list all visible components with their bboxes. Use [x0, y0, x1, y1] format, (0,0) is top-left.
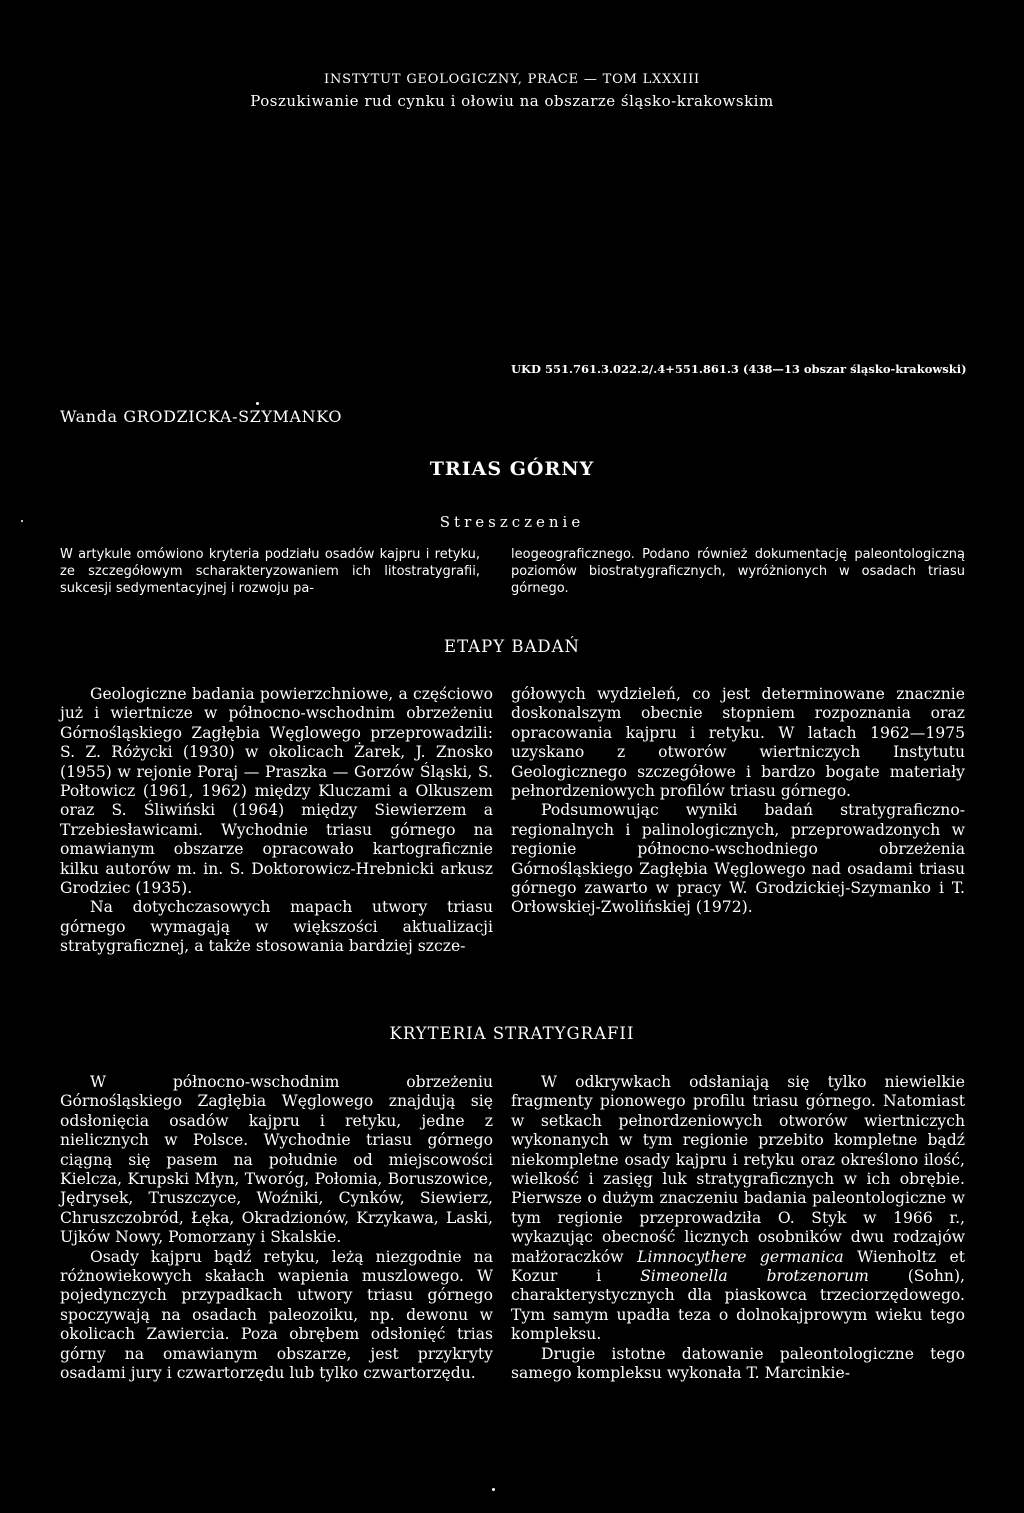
paragraph: Na dotychczasowych mapach utwory triasu górnego wymagają w większości aktualizacji stratygraficznej, a także stosowania bardziej szcze-	[60, 898, 493, 956]
text-run: W odkrywkach odsłaniają się tylko niewielkie fragmenty pionowego profilu triasu górnego. Natomiast w setkach pełnordzeniowych otworów wiertniczych wykonanych w tym regionie przebito kompletne bądź niekompletne osady kajpru i retyku oraz określono ilość, wielkość i zasięg luk stratygraficznych w ich obrębie. Pierwsze o dużym znaczeniu badania paleontologiczne w tym regionie przeprowadziła O. Styk w 1966 r., wykazując obecność licznych osobników dwu rodzajów małżoraczków	[511, 1073, 965, 1266]
kryteria-right-column	[511, 1073, 965, 1384]
author-name: Wanda GRODZICKA-SZYMANKO	[60, 407, 343, 426]
abstract-label: Streszczenie	[439, 513, 585, 531]
article-title: TRIAS GÓRNY	[429, 458, 595, 480]
udk-classification: UKD 551.761.3.022.2/.4+551.861.3 (438—13 obszar śląsko-krakowski)	[511, 362, 967, 376]
print-speck	[492, 1488, 495, 1491]
paragraph: Podsumowując wyniki badań stratygraficzno-regionalnych i palinologicznych, przeprowadzonych w regionie północno-wschodniego obrzeżenia Górnośląskiego Zagłębia Węglowego nad osadami triasu górnego zawarto w pracy W. Grodzickiej-Szymanko i T. Orłowskiej-Zwolińskiej (1972).	[511, 801, 965, 917]
section-heading-etapy: ETAPY BADAŃ	[444, 637, 580, 656]
text-run: (Sohn), charakterystycznych dla piaskowca trzeciorzędowego. Tym samym upadła teza o dolnokajprowym wieku tego kompleksu.	[511, 1267, 965, 1344]
running-header-series: INSTYTUT GEOLOGICZNY, PRACE — TOM LXXXIII	[324, 72, 700, 87]
etapy-left-column	[60, 685, 493, 957]
section-heading-kryteria: KRYTERIA STRATYGRAFII	[389, 1024, 635, 1043]
abstract-right-column: leogeograficznego. Podano również dokumentację paleontologiczną poziomów biostratygraficznych, wyróżnionych w osadach triasu górnego.	[511, 547, 965, 596]
paragraph: Osady kajpru bądź retyku, leżą niezgodnie na różnowiekowych skałach wapienia muszlowego. W pojedynczych przypadkach utwory triasu górnego spoczywają na osadach paleozoiku, np. dewonu w okolicach Zawiercia. Poza obrębem odsłonięć trias górny na omawianym obszarze, jest przykryty osadami jury i czwartorzędu lub tylko czwartorzędu.	[60, 1247, 493, 1383]
paragraph: Drugie istotne datowanie paleontologiczne tego samego kompleksu wykonała T. Marcinkie-	[511, 1344, 965, 1383]
running-header-volume-title: Poszukiwanie rud cynku i ołowiu na obszarze śląsko-krakowskim	[250, 92, 774, 110]
kryteria-left-column	[60, 1073, 493, 1384]
print-speck	[256, 402, 259, 405]
taxon-name: Limnocythere germanica	[637, 1247, 844, 1266]
paragraph: W północno-wschodnim obrzeżeniu Górnośląskiego Zagłębia Węglowego znajdują się odsłonięcia osadów kajpru i retyku, jedne z nielicznych w Polsce. Wychodnie triasu górnego ciągną się pasem na południe od miejscowości Kielcza, Krupski Młyn, Tworóg, Połomia, Boruszowice, Jędrysek, Truszczyce, Woźniki, Cynków, Siewierz, Chruszczobród, Łęka, Okradzionów, Krzykawa, Laski, Ujków Nowy, Pomorzany i Skalskie.	[60, 1073, 493, 1247]
taxon-name: Simeonella brotzenorum	[640, 1267, 869, 1286]
paragraph: gółowych wydzieleń, co jest determinowane znacznie doskonalszym obecnie stopniem rozpoznania oraz opracowania kajpru i retyku. W latach 1962—1975 uzyskano z otworów wiertniczych Instytutu Geologicznego szczegółowe i bardzo bogate materiały pełnordzeniowych profilów triasu górnego.	[511, 685, 965, 801]
paragraph	[511, 1073, 965, 1345]
etapy-right-column	[511, 685, 965, 918]
abstract-left-column: W artykule omówiono kryteria podziału osadów kajpru i retyku, ze szczegółowym scharakteryzowaniem ich litostratygrafii, sukcesji sedymentacyjnej i rozwoju pa-	[60, 547, 480, 596]
paragraph: Geologiczne badania powierzchniowe, a częściowo już i wiertnicze w północno-wschodnim obrzeżeniu Górnośląskiego Zagłębia Węglowego przeprowadzili: S. Z. Różycki (1930) w okolicach Żarek, J. Znosko (1955) w rejonie Poraj — Praszka — Gorzów Śląski, S. Połtowicz (1961, 1962) między Kluczami a Olkuszem oraz S. Śliwiński (1964) między Siewierzem a Trzebiesławicami. Wychodnie triasu górnego na omawianym obszarze opracowało kartograficznie kilku autorów m. in. S. Doktorowicz-Hrebnicki arkusz Grodziec (1935).	[60, 685, 493, 898]
text-run: Wienholtz et Kozur i	[511, 1247, 966, 1286]
